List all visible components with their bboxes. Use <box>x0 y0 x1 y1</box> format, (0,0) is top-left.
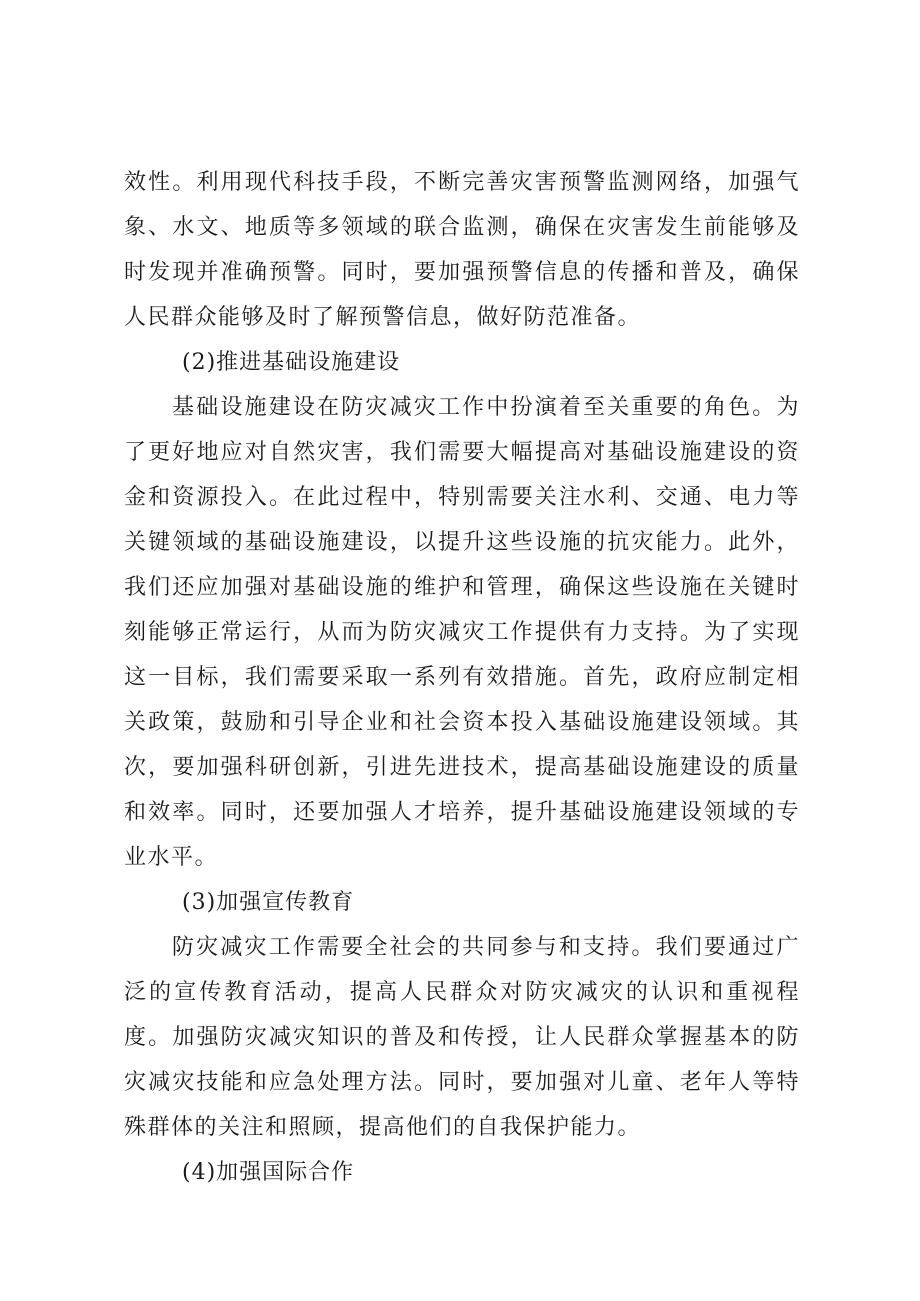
section-heading-4: (4)加强国际合作 <box>182 1160 355 1185</box>
paragraph-infrastructure: 基础设施建设在防灾减灾工作中扮演着至关重要的角色。为了更好地应对自然灾害，我们需要大幅提高对基础设施建设的资金和资源投入。在此过程中，特别需要关注水利、交通、电力等关键领域的基础设施建设，以提升这些设施的抗灾能力。此外，我们还应加强对基础设施的维护和管理，确保这些设施在关键时刻能够正常运行，从而为防灾减灾工作提供有力支持。为了实现这一目标，我们需要采取一系列有效措施。首先，政府应制定相关政策，鼓励和引导企业和社会资本投入基础设施建设领域。其次，要加强科研创新，引进先进技术，提高基础设施建设的质量和效率。同时，还要加强人才培养，提升基础设施建设领域的专业水平。 <box>124 395 800 870</box>
paragraph-continued: 效性。利用现代科技手段，不断完善灾害预警监测网络，加强气象、水文、地质等多领域的联合监测，确保在灾害发生前能够及时发现并准确预警。同时，要加强预警信息的传播和普及，确保人民群众能够及时了解预警信息，做好防范准备。 <box>124 170 800 330</box>
paragraph-education: 防灾减灾工作需要全社会的共同参与和支持。我们要通过广泛的宣传教育活动，提高人民群众对防灾减灾的认识和重视程度。加强防灾减灾知识的普及和传授，让人民群众掌握基本的防灾减灾技能和应急处理方法。同时，要加强对儿童、老年人等特殊群体的关注和照顾，提高他们的自我保护能力。 <box>124 935 800 1140</box>
document-body <box>124 160 800 1195</box>
section-heading-2: (2)推进基础设施建设 <box>182 350 401 375</box>
section-heading-3: (3)加强宣传教育 <box>182 890 355 915</box>
